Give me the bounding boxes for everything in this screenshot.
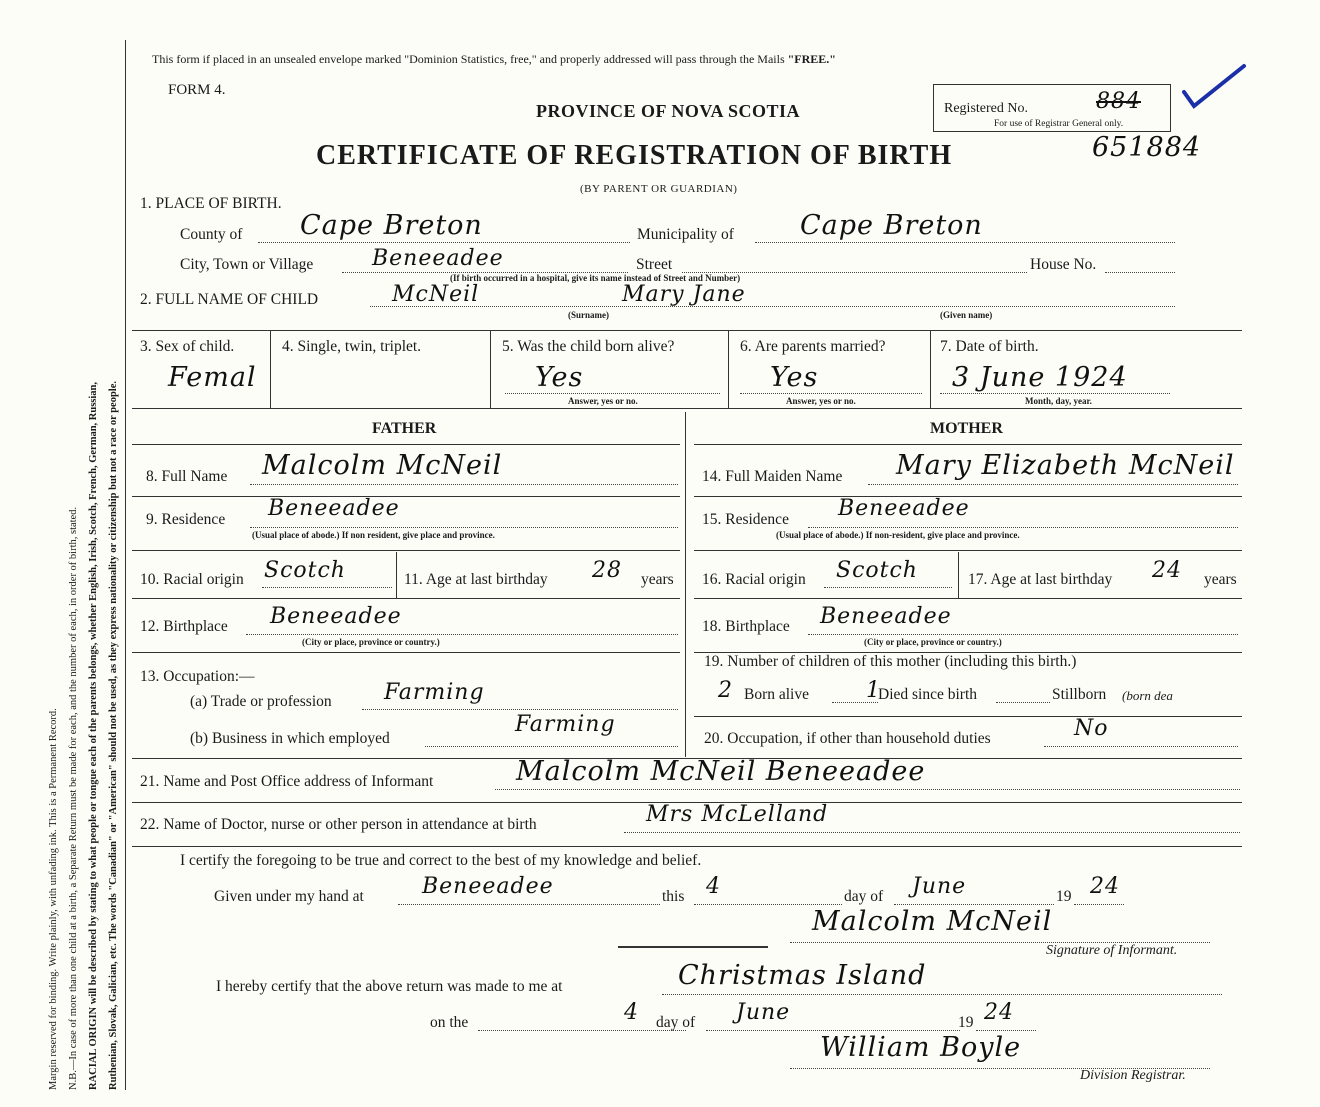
on-the-label: on the <box>430 1014 469 1031</box>
city-label: City, Town or Village <box>180 256 314 273</box>
house-label: House No. <box>1030 256 1097 273</box>
certificate-subtitle: (BY PARENT OR GUARDIAN) <box>580 183 738 195</box>
registrar-signature-label: Division Registrar. <box>1080 1068 1186 1083</box>
surname-note: (Surname) <box>568 310 609 320</box>
informant-signature-label: Signature of Informant. <box>1046 943 1178 958</box>
died-count: 1 <box>866 678 881 703</box>
registrar-year-prefix: 19 <box>958 1014 974 1031</box>
parents-married-value: Yes <box>770 362 819 393</box>
reg-number-handwritten: 651884 <box>1092 132 1202 163</box>
father-name-value: Malcolm McNeil <box>262 450 503 481</box>
died-count-label: Died since birth <box>878 686 978 703</box>
certify-statement: I certify the foregoing to be true and correct to the best of my knowledge and belief. <box>180 852 702 869</box>
place-of-birth-heading: 1. PLACE OF BIRTH. <box>140 195 282 212</box>
registrar-month-value: June <box>736 1000 791 1025</box>
parents-married-note: Answer, yes or no. <box>786 396 856 406</box>
children-count-label: 19. Number of children of this mother (including this birth.) <box>704 653 1077 670</box>
given-under-hand-label: Given under my hand at <box>214 888 364 905</box>
given-place-value: Beneeadee <box>422 874 554 899</box>
binding-margin-line <box>125 40 126 1090</box>
registrar-year-value: 24 <box>984 1000 1014 1025</box>
registrar-note: For use of Registrar General only. <box>994 119 1124 129</box>
born-alive-count-label: Born alive <box>744 686 809 703</box>
registered-value: 884 <box>1096 89 1141 114</box>
stillborn-note: (born dea <box>1122 688 1173 703</box>
certificate-title: CERTIFICATE OF REGISTRATION OF BIRTH <box>316 140 953 171</box>
father-age-unit: years <box>641 571 674 588</box>
county-value: Cape Breton <box>300 210 483 241</box>
father-name-label: 8. Full Name <box>146 468 228 485</box>
father-heading: FATHER <box>372 420 437 437</box>
check-mark-icon <box>1180 62 1250 112</box>
margin-note-3: RACIAL ORIGIN will be described by stating to what people or tongue each of the parents belongs, whether English, Irish, Scotch, French, German, Russian, <box>88 381 99 1090</box>
municipality-value: Cape Breton <box>800 210 983 241</box>
date-of-birth-note: Month, day, year. <box>1025 396 1092 406</box>
born-alive-count: 2 <box>718 678 733 703</box>
margin-note-2: N.B.—In case of more than one child at a birth, a Separate Return must be made for each, and the number of each, in order of birth, stated. <box>68 506 79 1090</box>
single-twin-label: 4. Single, twin, triplet. <box>282 338 422 355</box>
given-day-value: 4 <box>706 874 721 899</box>
mother-racial-value: Scotch <box>836 558 918 583</box>
mother-birthplace-value: Beneeadee <box>820 604 952 629</box>
born-alive-label: 5. Was the child born alive? <box>502 338 675 355</box>
given-note: (Given name) <box>940 310 993 320</box>
mother-age-value: 24 <box>1152 558 1182 583</box>
county-label: County of <box>180 226 243 243</box>
child-name-label: 2. FULL NAME OF CHILD <box>140 291 319 308</box>
this-label: this <box>662 888 685 905</box>
form-number: FORM 4. <box>168 82 226 98</box>
registrar-statement: I hereby certify that the above return was made to me at <box>216 978 563 995</box>
born-alive-value: Yes <box>535 362 584 393</box>
municipality-label: Municipality of <box>637 226 734 243</box>
parents-married-label: 6. Are parents married? <box>740 338 886 355</box>
mother-residence-label: 15. Residence <box>702 511 789 528</box>
mother-racial-label: 16. Racial origin <box>702 571 806 588</box>
sex-label: 3. Sex of child. <box>140 338 235 355</box>
sex-value: Femal <box>168 362 257 393</box>
given-month-value: June <box>912 874 967 899</box>
mother-heading: MOTHER <box>930 420 1003 437</box>
father-age-label: 11. Age at last birthday <box>404 571 548 588</box>
informant-value: Malcolm McNeil Beneeadee <box>516 756 926 787</box>
father-racial-value: Scotch <box>264 558 346 583</box>
stillborn-label: Stillborn <box>1052 686 1107 703</box>
mother-age-label: 17. Age at last birthday <box>968 571 1113 588</box>
date-of-birth-value: 3 June 1924 <box>952 362 1128 393</box>
doctor-value: Mrs McLelland <box>646 802 829 827</box>
registrar-day-of-label: day of <box>656 1014 696 1031</box>
mail-notice: This form if placed in an unsealed envelope marked "Dominion Statistics, free," and properly addressed will pass through the Mails "FREE." <box>152 52 836 66</box>
business-value: Farming <box>515 712 616 737</box>
city-value: Beneeadee <box>372 246 504 271</box>
mother-occupation-value: No <box>1074 716 1109 741</box>
mother-occupation-label: 20. Occupation, if other than household duties <box>704 730 991 747</box>
hospital-note: (If birth occurred in a hospital, give its name instead of Street and Number) <box>450 273 741 283</box>
given-year-value: 24 <box>1090 874 1120 899</box>
informant-label: 21. Name and Post Office address of Informant <box>140 773 434 790</box>
business-label: (b) Business in which employed <box>190 730 390 747</box>
father-occupation-label: 13. Occupation:— <box>140 668 255 685</box>
margin-note-1: Margin reserved for binding. Write plainly, with unfading ink. This is a Permanent Record. <box>48 708 59 1090</box>
mother-birthplace-note: (City or place, province or country.) <box>864 637 1002 647</box>
father-birthplace-label: 12. Birthplace <box>140 618 228 635</box>
mother-name-value: Mary Elizabeth McNeil <box>896 450 1235 481</box>
father-birthplace-value: Beneeadee <box>270 604 402 629</box>
registrar-day-value: 4 <box>624 1000 639 1025</box>
mother-age-unit: years <box>1204 571 1237 588</box>
doctor-label: 22. Name of Doctor, nurse or other person in attendance at birth <box>140 816 537 833</box>
registrar-place-value: Christmas Island <box>678 960 927 991</box>
date-of-birth-label: 7. Date of birth. <box>940 338 1039 355</box>
informant-signature: Malcolm McNeil <box>812 906 1053 937</box>
father-residence-label: 9. Residence <box>146 511 226 528</box>
given-year-prefix: 19 <box>1056 888 1072 905</box>
mother-name-label: 14. Full Maiden Name <box>702 468 843 485</box>
trade-label: (a) Trade or profession <box>190 693 332 710</box>
mother-residence-value: Beneeadee <box>838 496 970 521</box>
father-residence-note: (Usual place of abode.) If non resident, give place and province. <box>252 530 495 540</box>
mother-birthplace-label: 18. Birthplace <box>702 618 790 635</box>
father-residence-value: Beneeadee <box>268 496 400 521</box>
mother-residence-note: (Usual place of abode.) If non-resident, give place and province. <box>776 530 1020 540</box>
child-surname-value: McNeil <box>392 282 480 307</box>
child-given-value: Mary Jane <box>622 282 746 307</box>
street-label: Street <box>636 256 673 273</box>
father-age-value: 28 <box>592 558 622 583</box>
registrar-signature: William Boyle <box>820 1032 1022 1063</box>
father-racial-label: 10. Racial origin <box>140 571 244 588</box>
given-day-of-label: day of <box>844 888 884 905</box>
province-heading: PROVINCE OF NOVA SCOTIA <box>536 101 801 121</box>
registered-number-box <box>933 84 1171 132</box>
margin-note-4: Ruthenian, Slovak, Galician, etc. The words "Canadian" or "American" should not be used, as they express nationality or citizenship but not a race or people. <box>108 381 119 1090</box>
trade-value: Farming <box>384 680 485 705</box>
registered-label: Registered No. <box>944 101 1028 116</box>
father-birthplace-note: (City or place, province or country.) <box>302 637 440 647</box>
born-alive-note: Answer, yes or no. <box>568 396 638 406</box>
